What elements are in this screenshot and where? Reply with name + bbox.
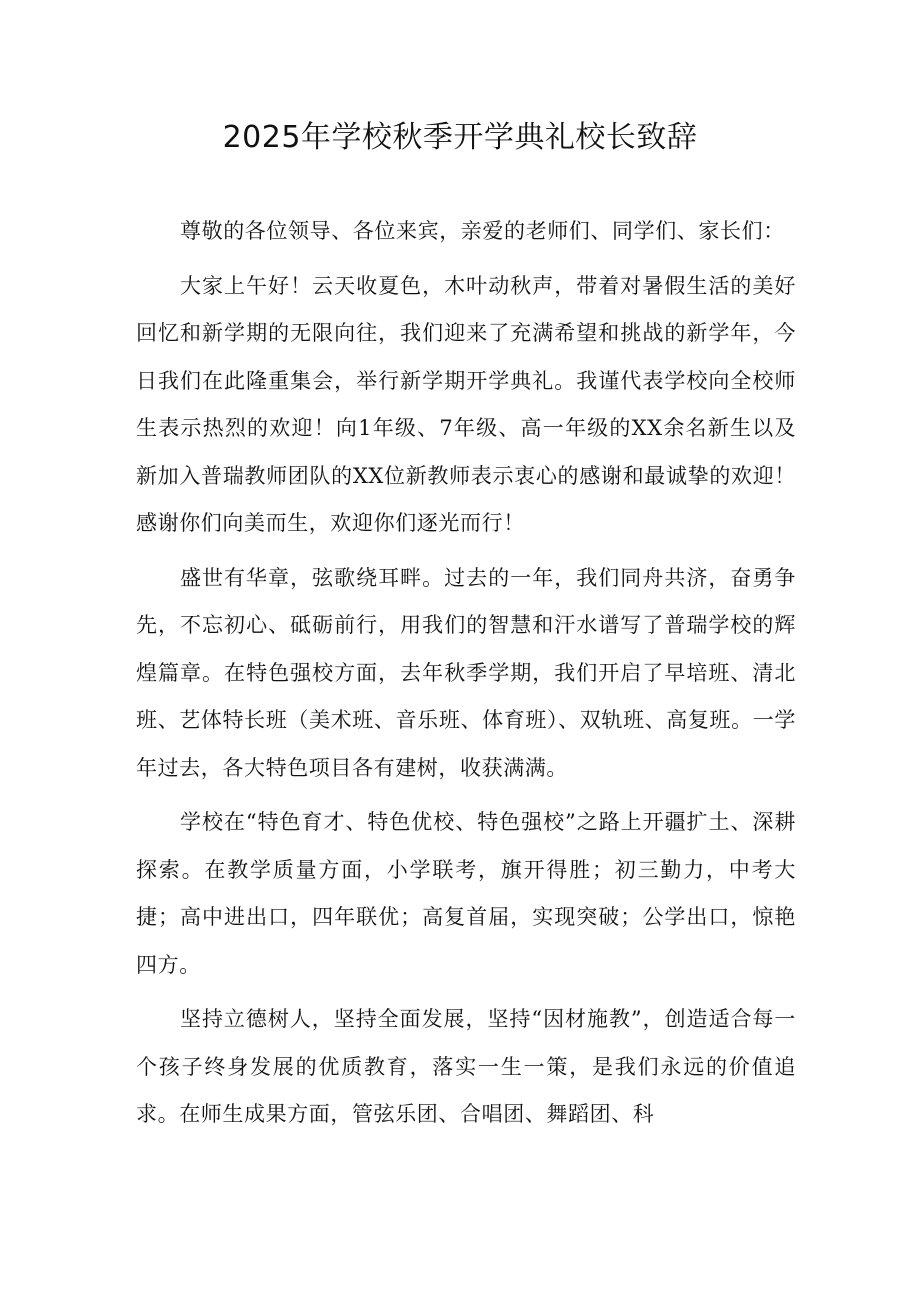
review-paragraph: 盛世有华章，弦歌绕耳畔。过去的一年，我们同舟共济，奋勇争先，不忘初心、砥砺前行，用我们的智慧和汗水谱写了普瑞学校的辉煌篇章。在特色强校方面，去年秋季学期，我们开启了早培班、清北班、艺体特长班（美术班、音乐班、体育班）、双轨班、高复班。一学年过去，各大特色项目各有建树，收获满满。 [136,565,796,780]
salutation-paragraph: 尊敬的各位领导、各位来宾，亲爱的老师们、同学们、家长们： [180,219,785,243]
greeting-paragraph: 大家上午好！云天收夏色，木叶动秋声，带着对暑假生活的美好回忆和新学期的无限向往，我们迎来了充满希望和挑战的新学年，今日我们在此隆重集会，举行新学期开学典礼。我谨代表学校向全校师生表示热烈的欢迎！向1年级、7年级、高一年级的XX余名新生以及新加入普瑞教师团队的XX位新教师表示衷心的感谢和最诚挚的欢迎！感谢你们向美而生，欢迎你们逐光而行！ [136,273,796,535]
document-title: 2025年学校秋季开学典礼校长致辞 [222,120,698,155]
document-body [136,208,796,1146]
achievements-paragraph: 学校在“特色育才、特色优校、特色强校”之路上开疆扩土、深耕探索。在教学质量方面，小学联考，旗开得胜；初三勤力，中考大捷；高中进出口，四年联优；高复首届，实现突破；公学出口，惊艳四方。 [136,810,796,977]
values-paragraph: 坚持立德树人，坚持全面发展，坚持“因材施教”，创造适合每一个孩子终身发展的优质教育，落实一生一策，是我们永远的价值追求。在师生成果方面，管弦乐团、合唱团、舞蹈团、科 [136,1007,796,1126]
